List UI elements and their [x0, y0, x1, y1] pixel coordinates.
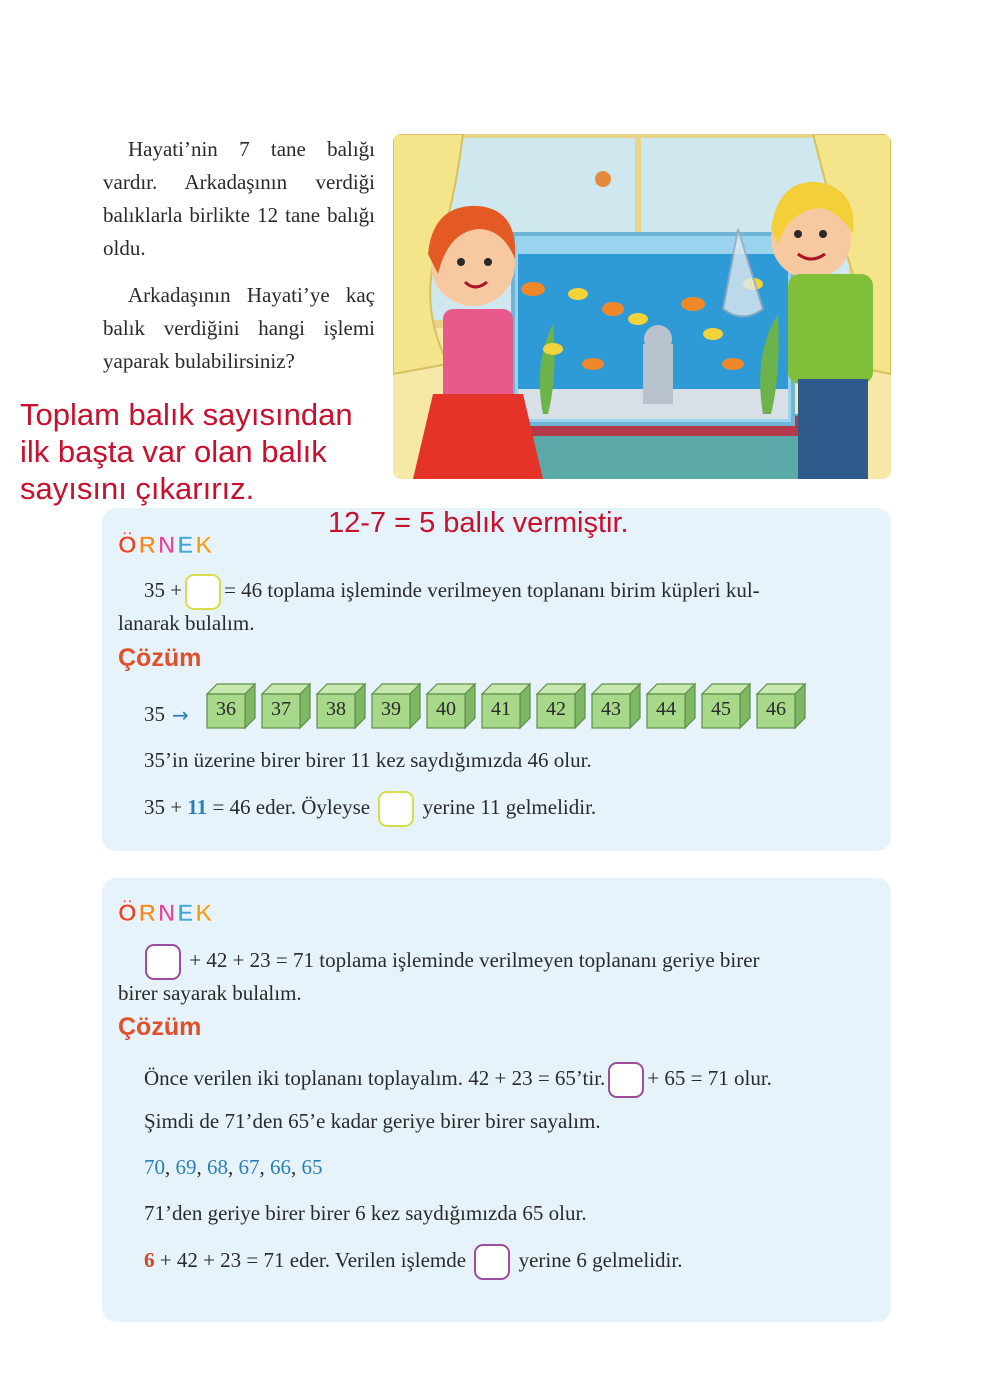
- example-2-heading: [118, 900, 215, 928]
- example-1-count-text: 35’in üzerine birer birer 11 kez saydığımızda 46 olur.: [144, 748, 592, 772]
- missing-addend-box: [378, 791, 414, 827]
- example-1-result: [144, 791, 596, 827]
- countdown-number: 67: [238, 1155, 260, 1179]
- example-1-box: [102, 508, 891, 851]
- arrow-right-icon: →: [172, 703, 189, 727]
- final-value: 6: [144, 1247, 155, 1272]
- ornek-letter: N: [158, 532, 178, 559]
- ornek-letter: Ö: [118, 900, 139, 927]
- statement-prefix: 35 +: [144, 577, 183, 602]
- statement-suffix: = 46 toplama işleminde verilmeyen toplananı birim küpleri kul-: [224, 577, 760, 602]
- example-2-statement-line2: birer sayarak bulalım.: [118, 981, 302, 1005]
- ornek-letter: E: [177, 900, 196, 927]
- example-2-step3: 71’den geriye birer birer 6 kez saydığımızda 65 olur.: [144, 1201, 587, 1225]
- final-middle: + 42 + 23 = 71 eder. Verilen işlemde: [154, 1247, 467, 1272]
- cube-number: 36: [216, 698, 236, 720]
- step1-suffix: + 65 = 71 olur.: [647, 1065, 772, 1090]
- intro-paragraph-1: Hayati’nin 7 tane balığı vardır. Arkadaşının verdiği balıklarla birlikte 12 tane balığı oldu.: [103, 137, 375, 260]
- unit-cube: [480, 682, 532, 730]
- answer-line-1: Toplam balık sayısından: [20, 397, 353, 432]
- ornek-letter: N: [158, 900, 178, 927]
- cube-number: 40: [436, 698, 456, 720]
- unit-cube: [425, 682, 477, 730]
- ornek-letter: K: [195, 900, 215, 927]
- countdown-number: 70: [144, 1155, 165, 1179]
- answer-line-2: ilk başta var olan balık: [20, 434, 327, 469]
- example-2-solution-label: Çözüm: [118, 1013, 202, 1041]
- result-suffix: yerine 11 gelmelidir.: [422, 794, 597, 819]
- cube-number: 45: [711, 698, 731, 720]
- final-suffix: yerine 6 gelmelidir.: [518, 1247, 683, 1272]
- handwritten-answer: [20, 396, 353, 507]
- ornek-letter: E: [177, 532, 196, 559]
- example-2-step1: [144, 1062, 772, 1098]
- cube-start-number: 35: [144, 702, 165, 726]
- example-1-solution-label: Çözüm: [118, 644, 202, 672]
- unit-cube: [315, 682, 367, 730]
- cube-number: 38: [326, 698, 346, 720]
- intro-text: [103, 133, 375, 392]
- handwritten-result: 12-7 = 5 balık vermiştir.: [328, 507, 629, 539]
- cube-number: 42: [546, 698, 566, 720]
- cube-number: 46: [766, 698, 786, 720]
- cube-number: 44: [656, 698, 676, 720]
- ornek-letter: R: [138, 900, 159, 927]
- countdown-number: 69: [175, 1155, 197, 1179]
- statement-suffix: + 42 + 23 = 71 toplama işleminde verilmeyen toplananı geriye birer: [189, 947, 760, 972]
- example-2-box: [102, 878, 891, 1322]
- cube-number: 37: [271, 698, 291, 720]
- missing-addend-box: [145, 944, 181, 980]
- example-2-statement: [142, 944, 760, 980]
- unit-cube: [700, 682, 752, 730]
- unit-cube: [755, 682, 807, 730]
- step1-prefix: Önce verilen iki toplananı toplayalım. 42 + 23 = 65’tir.: [144, 1065, 606, 1090]
- aquarium-illustration: [393, 134, 891, 479]
- example-1-statement-line2: lanarak bulalım.: [118, 611, 255, 635]
- unit-cube: [645, 682, 697, 730]
- aquarium-scene-image: [393, 134, 891, 479]
- missing-addend-box: [474, 1244, 510, 1280]
- ornek-letter: Ö: [118, 532, 139, 559]
- example-2-step2: Şimdi de 71’den 65’e kadar geriye birer birer sayalım.: [144, 1109, 601, 1133]
- result-value: 11: [187, 794, 208, 819]
- unit-cube: [535, 682, 587, 730]
- example-1-heading: [118, 532, 215, 560]
- countdown-number: 66: [270, 1155, 291, 1179]
- cube-number: 39: [381, 698, 401, 720]
- unit-cube: [370, 682, 422, 730]
- answer-line-3: sayısını çıkarırız.: [20, 471, 255, 506]
- countdown-number: 65: [301, 1155, 323, 1179]
- unit-cube: [260, 682, 312, 730]
- ornek-letter: R: [138, 532, 159, 559]
- cube-number: 43: [601, 698, 621, 720]
- result-middle: = 46 eder. Öyleyse: [207, 794, 371, 819]
- cube-number: 41: [491, 698, 511, 720]
- countdown-number: 68: [207, 1155, 228, 1179]
- ornek-letter: K: [195, 532, 215, 559]
- missing-addend-box: [608, 1062, 644, 1098]
- unit-cube: [205, 682, 257, 730]
- example-2-final: [144, 1244, 682, 1280]
- missing-addend-box: [185, 574, 221, 610]
- intro-paragraph-2: Arkadaşının Hayati’ye kaç balık verdiğini hangi işlemi yaparak bulabilirsiniz?: [103, 283, 375, 373]
- countdown-sequence: 70, 69, 68, 67, 66, 65: [144, 1155, 323, 1179]
- example-1-statement: [144, 574, 760, 610]
- result-prefix: 35 +: [144, 794, 188, 819]
- unit-cube: [590, 682, 642, 730]
